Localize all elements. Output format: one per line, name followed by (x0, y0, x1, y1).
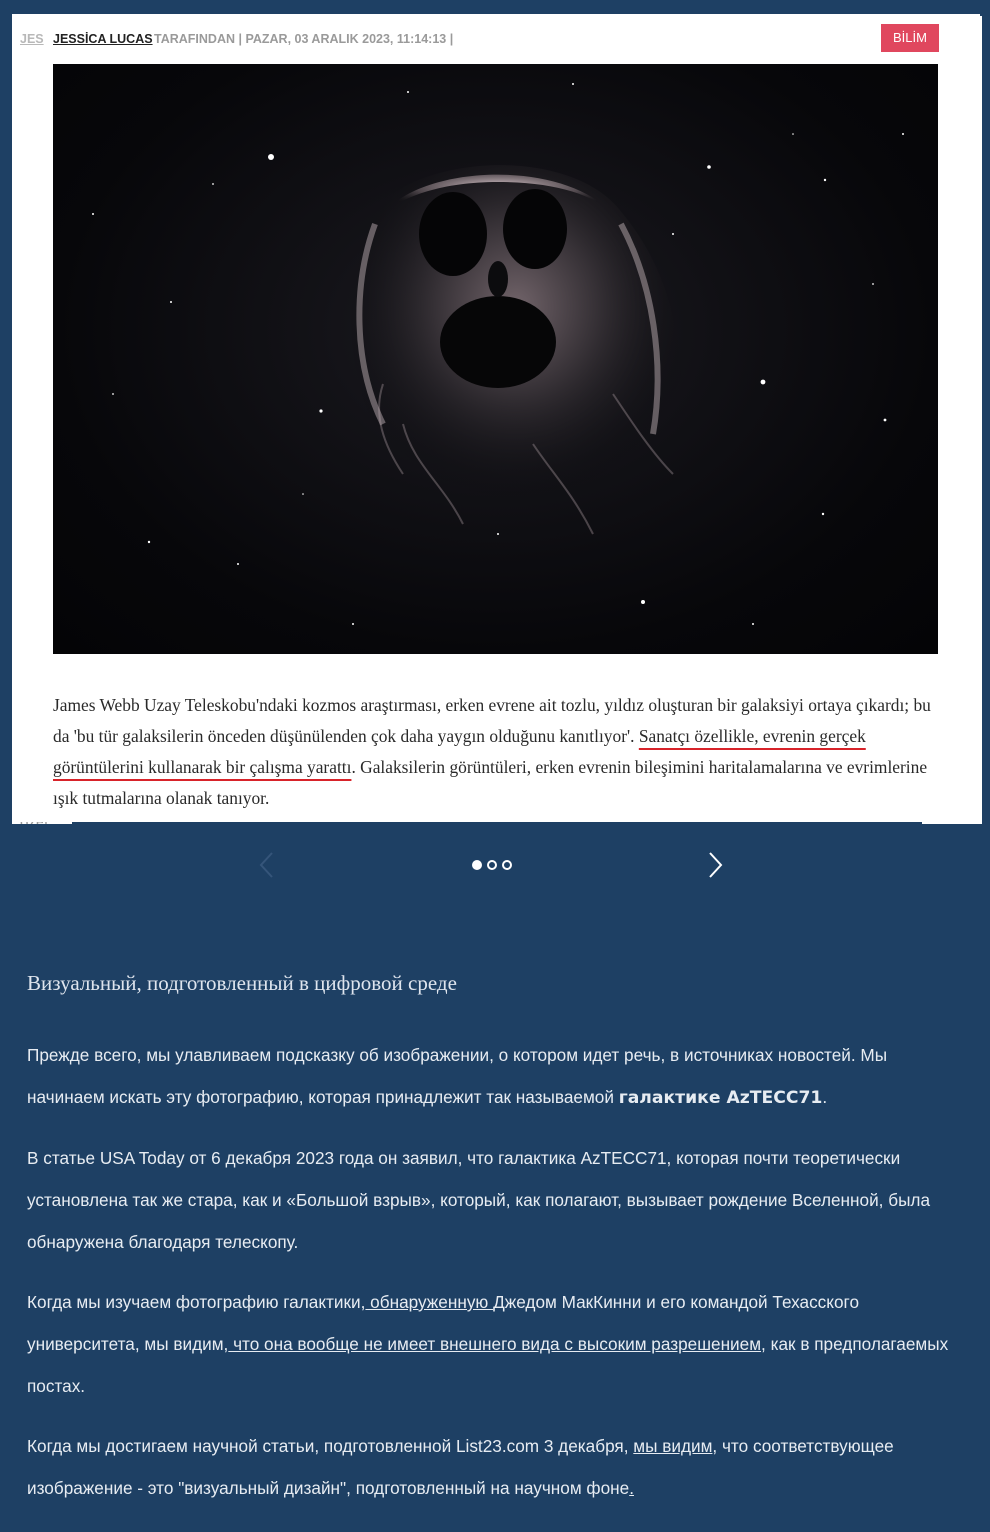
paragraph (27, 1281, 957, 1407)
slide-card (12, 14, 980, 822)
nebula-illustration (53, 64, 938, 654)
section-heading: Визуальный, подготовленный в цифровой среде (27, 971, 457, 995)
chevron-right-icon (704, 850, 726, 880)
date-line: TARAFINDAN | PAZAR, 03 ARALIK 2023, 11:14:13 | (154, 32, 454, 46)
carousel-dot[interactable] (487, 860, 497, 870)
source-link[interactable]: . (629, 1478, 634, 1498)
paragraph-text: Когда мы изучаем фотографию галактики, (27, 1292, 366, 1312)
chevron-left-icon (256, 850, 278, 880)
caption-text: James Webb Uzay Teleskobu'ndaki kozmos araştırması, erken evrene ait tozlu, yıldız oluşturan bir galaksiyi ortaya çıkardı; bu da 'bu tür galaksilerin önceden düşünülenden çok daha yaygın olduğunu kanıtlıyor'. (53, 695, 931, 746)
carousel-dot[interactable] (502, 860, 512, 870)
caption-text-end: . Galaksilerin görüntüleri, erken evrenin bileşimini haritalamalarına ve evrimlerine ışık tutmalarına olanak tanıyor. (53, 757, 928, 808)
paragraph-text: , как в предполагаемых постах. (27, 1334, 949, 1396)
bold-term: галактике AzTECC71 (618, 1088, 823, 1108)
author-link[interactable]: JESSİCA LUCAS (53, 32, 153, 46)
paragraph: В статье USA Today от 6 декабря 2023 года он заявил, что галактика AzTECC71, которая почти теоретически установлена так же стара, как и «Большой взрыв», который, как полагают, вызывает рождение Вселенной, была обнаружена благодаря телескопу. (27, 1148, 931, 1252)
carousel-prev-button[interactable] (256, 850, 278, 880)
article-body (27, 962, 957, 1509)
nebula-image (53, 64, 938, 654)
carousel-dots (472, 860, 517, 870)
paragraph (27, 1425, 957, 1509)
we-see-link[interactable]: мы видим (633, 1436, 713, 1456)
paragraph-text: Прежде всего, мы улавливаем подсказку об изображении, о котором идет речь, в источниках новостей. Мы начинаем искать эту фотографию, которая принадлежит так называемой (27, 1045, 888, 1107)
caption-highlight: Sanatçı özellikle, evrenin gerçek görüntülerini kullanarak bir çalışma yarattı (53, 726, 866, 777)
carousel-next-button[interactable] (704, 850, 726, 880)
paragraph-text: Джедом МакКинни и его командой Техасского университета, мы видим, (27, 1292, 859, 1354)
paragraph (27, 1034, 957, 1119)
resolution-link[interactable]: что она вообще не имеет внешнего вида с высоким разрешением (228, 1334, 762, 1354)
carousel-dot[interactable] (472, 860, 482, 870)
paragraph-text: Когда мы достигаем научной статьи, подготовленной List23.com 3 декабря, (27, 1436, 634, 1456)
paragraph-text: , что соответствующее изображение - это "визуальный дизайн", подготовленный на научном фоне (27, 1436, 894, 1498)
paragraph-text: . (822, 1087, 828, 1107)
category-badge[interactable]: BİLİM (881, 24, 939, 52)
discovered-link[interactable]: обнаруженную (365, 1292, 494, 1312)
image-caption (53, 690, 938, 814)
ghost-author-link: JES (20, 32, 44, 46)
